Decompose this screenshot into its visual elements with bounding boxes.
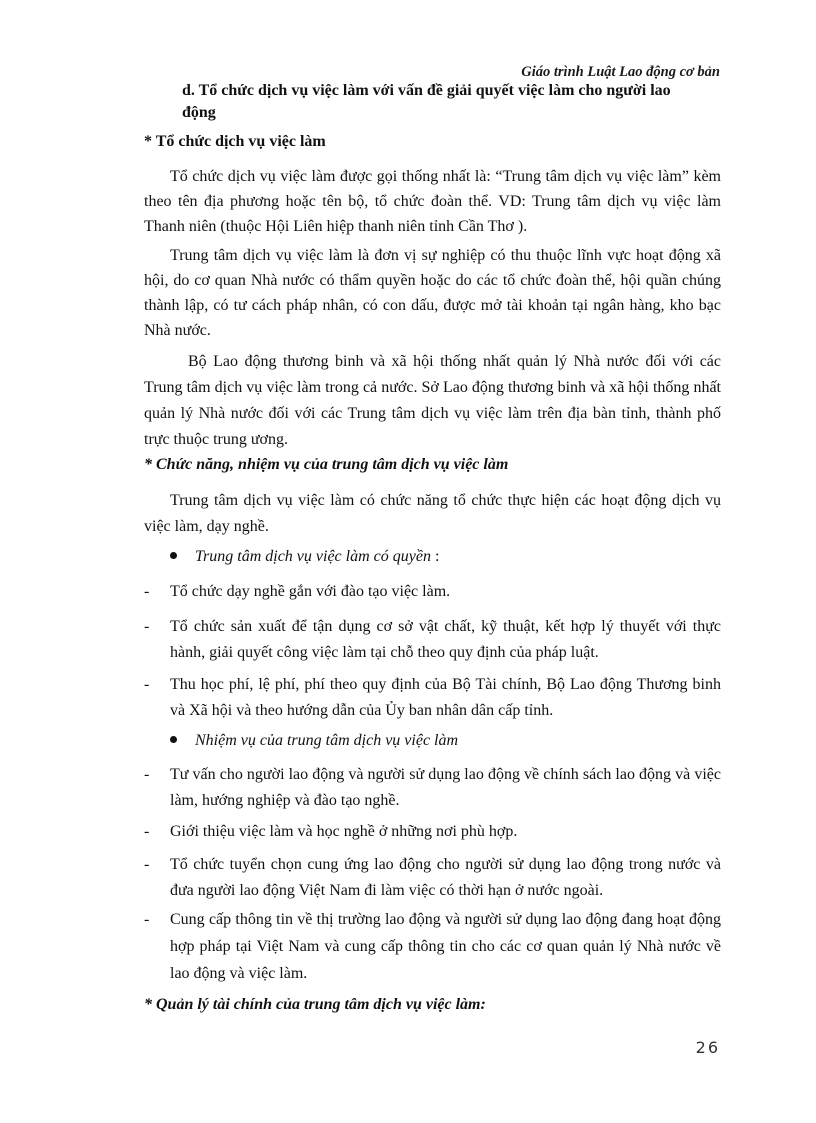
bullet-rights-suffix: :: [430, 548, 440, 565]
section-heading: d. Tổ chức dịch vụ việc làm với vấn đề giải quyết việc làm cho người lao động: [182, 82, 671, 121]
dash-marker: -: [144, 583, 150, 600]
rights-item: [144, 672, 721, 724]
bullet-icon: [170, 736, 177, 743]
bullet-rights-label: Trung tâm dịch vụ việc làm có quyền: [195, 548, 431, 565]
bullet-duties: [170, 732, 458, 750]
duties-item: [144, 852, 721, 904]
bullet-rights: [170, 548, 439, 566]
paragraph-organization-2: Trung tâm dịch vụ việc làm là đơn vị sự nghiệp có thu thuộc lĩnh vực hoạt động xã hội, do cơ quan Nhà nước có thẩm quyền hoặc do các tổ chức đoàn thể, hội quần chúng thành lập, có tư cách pháp nhân, có con dấu, được mở tài khoản tại ngân hàng, kho bạc Nhà nước.: [144, 247, 721, 339]
running-header: Giáo trình Luật Lao động cơ bản: [521, 64, 720, 80]
duties-item: [144, 818, 721, 846]
subheading-finance: * Quản lý tài chính của trung tâm dịch vụ việc làm:: [144, 996, 486, 1013]
duties-item-text: Tổ chức tuyển chọn cung ứng lao động cho người sử dụng lao động trong nước và đưa người lao động Việt Nam đi làm việc có thời hạn ở nước ngoài.: [170, 856, 721, 899]
duties-item-text: Tư vấn cho người lao động và người sử dụng lao động về chính sách lao động và việc làm, hướng nghiệp và đào tạo nghề.: [170, 766, 721, 809]
paragraph-functions-intro: Trung tâm dịch vụ việc làm có chức năng tổ chức thực hiện các hoạt động dịch vụ việc làm, dạy nghề.: [144, 492, 721, 535]
duties-item-text: Giới thiệu việc làm và học nghề ở những nơi phù hợp.: [170, 823, 518, 840]
dash-marker: -: [144, 911, 150, 928]
dash-marker: -: [144, 618, 150, 635]
bullet-icon: [170, 552, 177, 559]
duties-item: [144, 906, 721, 987]
rights-item: [144, 614, 721, 666]
dash-marker: -: [144, 676, 150, 693]
page-number: 26: [695, 1038, 720, 1057]
paragraph-organization-3: Bộ Lao động thương binh và xã hội thống nhất quản lý Nhà nước đối với các Trung tâm dịch vụ việc làm trong cả nước. Sở Lao động thương binh và xã hội thống nhất quản lý Nhà nước đối với các Trung tâm dịch vụ việc làm trên địa bàn tỉnh, thành phố trực thuộc trung ương.: [144, 353, 721, 448]
duties-item: [144, 762, 721, 814]
subheading-functions: * Chức năng, nhiệm vụ của trung tâm dịch vụ việc làm: [144, 456, 509, 473]
rights-item-text: Tổ chức dạy nghề gắn với đào tạo việc làm.: [170, 583, 451, 600]
dash-marker: -: [144, 823, 150, 840]
dash-marker: -: [144, 856, 150, 873]
rights-item: [144, 578, 721, 606]
bullet-duties-label: Nhiệm vụ của trung tâm dịch vụ việc làm: [195, 732, 459, 749]
dash-marker: -: [144, 766, 150, 783]
rights-item-text: Tổ chức sản xuất để tận dụng cơ sở vật chất, kỹ thuật, kết hợp lý thuyết với thực hành, giải quyết công việc làm tại chỗ theo quy định của pháp luật.: [170, 618, 721, 661]
rights-item-text: Thu học phí, lệ phí, phí theo quy định của Bộ Tài chính, Bộ Lao động Thương binh và Xã hội và theo hướng dẫn của Ủy ban nhân dân cấp tỉnh.: [170, 676, 721, 719]
duties-item-text: Cung cấp thông tin về thị trường lao động và người sử dụng lao động đang hoạt động hợp pháp tại Việt Nam và cung cấp thông tin cho các cơ quan quản lý Nhà nước về lao động và việc làm.: [170, 911, 721, 982]
subheading-organization: * Tổ chức dịch vụ việc làm: [144, 133, 326, 150]
paragraph-organization-1: Tổ chức dịch vụ việc làm được gọi thống nhất là: “Trung tâm dịch vụ việc làm” kèm theo tên địa phương hoặc tên bộ, tổ chức đoàn thể. VD: Trung tâm dịch vụ việc làm Thanh niên (thuộc Hội Liên hiệp thanh niên tỉnh Cần Thơ ).: [144, 168, 721, 235]
